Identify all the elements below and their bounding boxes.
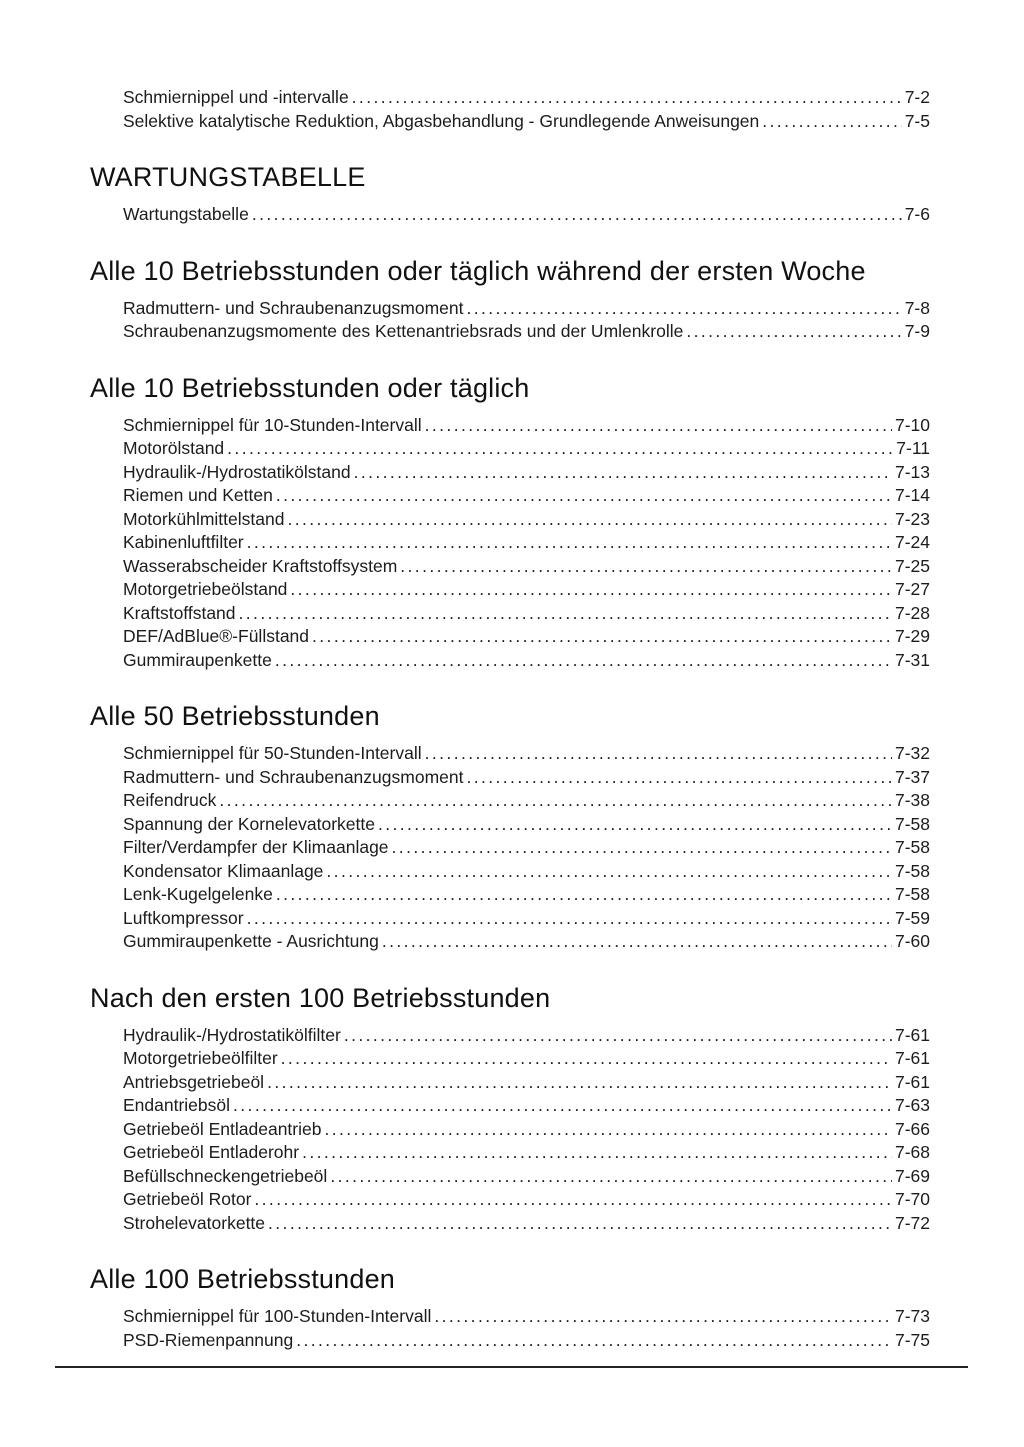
toc-section [90, 699, 930, 954]
toc-entry-label: Motorgetriebeölstand [123, 579, 288, 599]
toc-entry [90, 437, 930, 461]
toc-entry-label: Hydraulik-/Hydrostatikölstand [123, 461, 351, 482]
toc-entry-leader [434, 1305, 892, 1329]
toc-entry-leader [267, 1071, 892, 1095]
toc-section [90, 86, 930, 133]
toc-entry-leader [330, 1165, 892, 1189]
toc-entry-label: Reifendruck [123, 790, 217, 810]
toc-entry [90, 813, 930, 837]
toc-entry-label: Motorkühlmittelstand [123, 508, 285, 529]
toc-entry-leader [466, 297, 901, 321]
toc-entry [90, 555, 930, 579]
toc-entry-leader [275, 649, 892, 673]
toc-entry-page: 7-58 [894, 884, 930, 904]
toc-entry [90, 1329, 930, 1353]
toc-entry-leader [378, 813, 892, 837]
toc-entry-page: 7-27 [894, 579, 930, 599]
toc-entry-leader [276, 484, 892, 508]
toc-entry-leader [281, 1047, 892, 1071]
toc-entry-label: Wasserabscheider Kraftstoffsystem [123, 555, 398, 576]
toc-entry [90, 1094, 930, 1118]
toc-entry-label: Riemen und Ketten [123, 485, 273, 505]
toc-section [90, 981, 930, 1236]
toc-entry-label: Strohelevatorkette [123, 1212, 266, 1233]
toc-entry-leader [425, 742, 892, 766]
toc-entry-label: Wartungstabelle [123, 204, 249, 224]
toc-entry-page: 7-24 [894, 532, 930, 552]
toc-entry-page: 7-59 [894, 907, 930, 928]
section-heading: Nach den ersten 100 Betriebsstunden [90, 982, 551, 1013]
footer-divider [55, 1366, 968, 1368]
toc-entry-leader [290, 578, 892, 602]
toc-entry-leader [466, 766, 891, 790]
toc-entry-page: 7-23 [894, 508, 930, 529]
toc-entry [90, 766, 930, 790]
toc-entry-page: 7-58 [894, 860, 930, 881]
toc-entry-leader [247, 907, 892, 931]
toc-entry-leader [400, 555, 892, 579]
toc-entry-leader [302, 1141, 892, 1165]
section-heading: Alle 50 Betriebsstunden [90, 701, 380, 731]
toc-entry-page: 7-72 [894, 1212, 930, 1233]
toc-entry-label: Kraftstoffstand [123, 602, 236, 623]
section-heading: Alle 10 Betriebsstunden oder täglich während der ersten Woche [90, 255, 866, 286]
toc-entry-label: Kabinenluftfilter [123, 532, 244, 552]
toc-entry-leader [219, 789, 892, 813]
toc-entry-page: 7-31 [894, 649, 930, 670]
toc-entry-page: 7-28 [894, 602, 930, 623]
toc-content [90, 86, 930, 1352]
section-heading: Alle 10 Betriebsstunden oder täglich [90, 372, 530, 403]
toc-entry-page: 7-11 [896, 438, 930, 458]
toc-entry-label: Luftkompressor [123, 907, 244, 928]
toc-section [90, 1262, 930, 1352]
toc-entry-label: Schmiernippel für 50-Stunden-Intervall [123, 743, 422, 763]
toc-section [90, 160, 930, 227]
toc-entry-leader [382, 930, 892, 954]
toc-entry-page: 7-5 [904, 110, 930, 131]
toc-entry-label: Getriebeöl Entladerohr [123, 1142, 300, 1162]
toc-entry-leader [287, 508, 892, 532]
toc-entry [90, 789, 930, 813]
toc-entry [90, 907, 930, 931]
toc-entry-leader [352, 86, 902, 110]
toc-entry [90, 625, 930, 649]
toc-entry-leader [227, 437, 893, 461]
toc-entry-page: 7-73 [894, 1306, 930, 1326]
toc-entry-label: Schmiernippel für 10-Stunden-Intervall [123, 414, 422, 435]
toc-entry-page: 7-2 [904, 87, 930, 107]
toc-entry-page: 7-29 [894, 626, 930, 646]
toc-entry [90, 531, 930, 555]
toc-entry-page: 7-25 [894, 555, 930, 576]
toc-entry [90, 1047, 930, 1071]
toc-entry-label: Getriebeöl Rotor [123, 1189, 252, 1209]
toc-entry-label: Motorölstand [123, 438, 225, 458]
toc-entry-label: Schmiernippel und -intervalle [123, 87, 349, 107]
toc-entry-leader [254, 1188, 892, 1212]
toc-entry-leader [354, 461, 892, 485]
toc-entry-page: 7-60 [894, 931, 930, 951]
toc-entry-page: 7-38 [894, 790, 930, 810]
toc-entry [90, 883, 930, 907]
toc-entry-label: Motorgetriebeölfilter [123, 1048, 278, 1068]
toc-entry [90, 484, 930, 508]
toc-entry-list [90, 414, 930, 673]
toc-entry [90, 1071, 930, 1095]
toc-entry-page: 7-75 [894, 1329, 930, 1350]
toc-entry [90, 508, 930, 532]
toc-entry [90, 1212, 930, 1236]
toc-entry [90, 602, 930, 626]
toc-entry-page: 7-10 [894, 414, 930, 435]
toc-entry-label: Befüllschneckengetriebeöl [123, 1165, 328, 1186]
toc-entry [90, 86, 930, 110]
toc-entry [90, 1024, 930, 1048]
toc-entry-page: 7-61 [894, 1048, 930, 1068]
toc-entry-label: Spannung der Kornelevatorkette [123, 813, 375, 834]
toc-entry [90, 110, 930, 134]
toc-entry [90, 1141, 930, 1165]
toc-entry-label: Selektive katalytische Reduktion, Abgasbehandlung - Grundlegende Anweisungen [123, 110, 760, 131]
toc-entry [90, 461, 930, 485]
toc-entry-page: 7-70 [894, 1189, 930, 1209]
toc-entry-page: 7-68 [894, 1142, 930, 1162]
toc-entry-page: 7-58 [894, 837, 930, 857]
toc-entry-list [90, 86, 930, 133]
toc-entry [90, 836, 930, 860]
toc-entry-label: Kondensator Klimaanlage [123, 860, 324, 881]
toc-entry [90, 414, 930, 438]
toc-entry-leader [762, 110, 901, 134]
toc-entry-leader [268, 1212, 892, 1236]
toc-entry-page: 7-14 [894, 485, 930, 505]
toc-entry-label: Hydraulik-/Hydrostatikölfilter [123, 1024, 341, 1045]
toc-entry [90, 203, 930, 227]
toc-entry-leader [326, 860, 892, 884]
toc-entry-label: Lenk-Kugelgelenke [123, 884, 273, 904]
toc-entry-label: Gummiraupenkette - Ausrichtung [123, 931, 379, 951]
toc-entry-label: Radmuttern- und Schraubenanzugsmoment [123, 766, 464, 787]
toc-entry-list [90, 297, 930, 344]
toc-entry [90, 742, 930, 766]
toc-entry-leader [686, 320, 901, 344]
toc-entry-leader [233, 1094, 892, 1118]
toc-entry [90, 930, 930, 954]
toc-entry-page: 7-61 [894, 1071, 930, 1092]
toc-entry-label: Antriebsgetriebeöl [123, 1071, 265, 1092]
toc-entry-page: 7-69 [894, 1165, 930, 1186]
toc-entry-label: Gummiraupenkette [123, 649, 272, 670]
toc-section [90, 371, 930, 673]
toc-section [90, 254, 930, 344]
toc-entry-page: 7-61 [894, 1024, 930, 1045]
toc-entry [90, 297, 930, 321]
toc-entry-leader [425, 414, 892, 438]
toc-entry-label: PSD-Riemenpannung [123, 1329, 294, 1350]
toc-entry-leader [344, 1024, 892, 1048]
toc-entry-label: Filter/Verdampfer der Klimaanlage [123, 837, 389, 857]
toc-entry-label: Getriebeöl Entladeantrieb [123, 1118, 322, 1139]
section-heading: WARTUNGSTABELLE [90, 162, 366, 192]
toc-entry-list [90, 203, 930, 227]
toc-entry-label: Endantriebsöl [123, 1095, 231, 1115]
toc-entry-page: 7-58 [894, 813, 930, 834]
toc-entry-page: 7-32 [894, 743, 930, 763]
toc-entry [90, 1118, 930, 1142]
toc-entry-leader [239, 602, 892, 626]
toc-entry [90, 578, 930, 602]
toc-entry [90, 649, 930, 673]
toc-entry-page: 7-37 [894, 766, 930, 787]
toc-entry [90, 1305, 930, 1329]
toc-entry-page: 7-13 [894, 461, 930, 482]
section-heading: Alle 100 Betriebsstunden [90, 1264, 396, 1294]
toc-entry-page: 7-8 [904, 297, 930, 318]
toc-entry-label: Schraubenanzugsmomente des Kettenantriebsrads und der Umlenkrolle [123, 321, 684, 341]
toc-entry-page: 7-9 [904, 321, 930, 341]
toc-entry-leader [252, 203, 902, 227]
toc-entry-label: Schmiernippel für 100-Stunden-Intervall [123, 1306, 432, 1326]
toc-entry-leader [324, 1118, 892, 1142]
toc-entry-page: 7-6 [904, 204, 930, 224]
toc-entry-leader [276, 883, 892, 907]
toc-entry [90, 320, 930, 344]
toc-entry-list [90, 742, 930, 954]
toc-entry [90, 1165, 930, 1189]
toc-entry-leader [296, 1329, 892, 1353]
toc-entry-page: 7-63 [894, 1095, 930, 1115]
toc-entry [90, 1188, 930, 1212]
toc-entry-leader [392, 836, 892, 860]
toc-entry-page: 7-66 [894, 1118, 930, 1139]
toc-entry-list [90, 1305, 930, 1352]
toc-entry-leader [247, 531, 892, 555]
toc-entry-leader [312, 625, 892, 649]
toc-entry [90, 860, 930, 884]
toc-entry-label: Radmuttern- und Schraubenanzugsmoment [123, 297, 464, 318]
toc-entry-label: DEF/AdBlue®-Füllstand [123, 626, 310, 646]
toc-entry-list [90, 1024, 930, 1236]
